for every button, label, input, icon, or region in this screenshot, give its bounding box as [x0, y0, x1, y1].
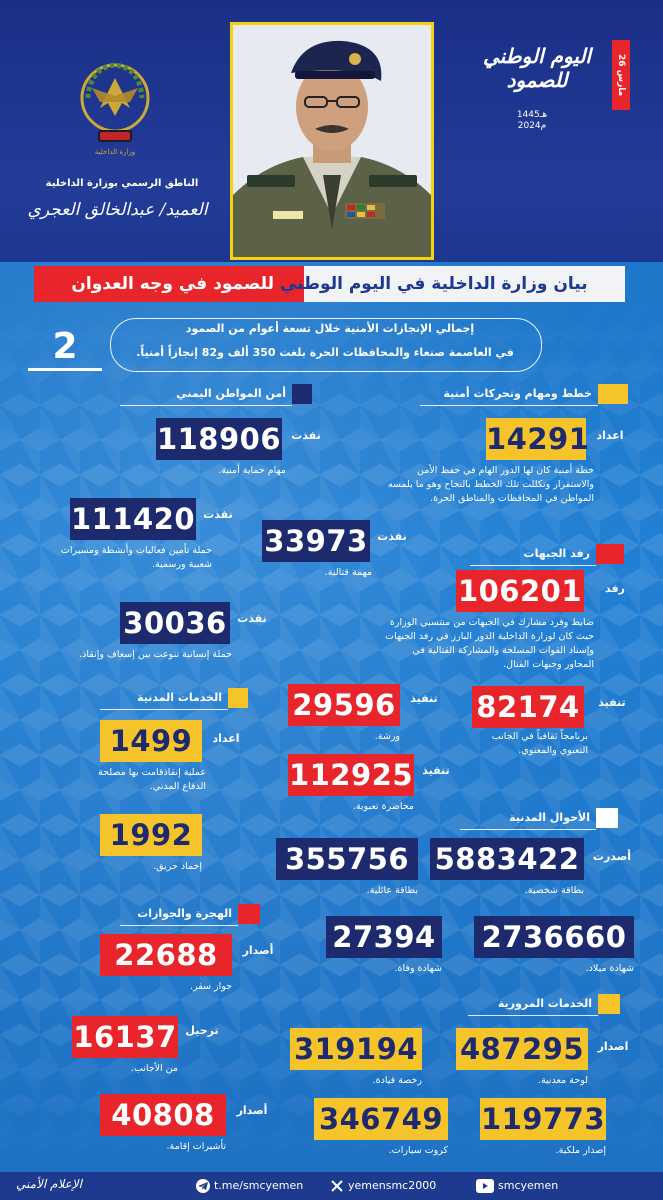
lectures-verb: تنفيذ — [422, 764, 450, 777]
fires-desc: إخماد حريق. — [153, 861, 202, 872]
car-cards-desc: كروت سيارات. — [388, 1145, 448, 1156]
footer — [0, 1172, 663, 1200]
family-cards-value: 355756 — [276, 838, 418, 880]
humanitarian-verb: نفذت — [237, 612, 267, 625]
combat-desc: مهمة قتالية. — [324, 567, 372, 578]
fronts-value: 106201 — [456, 570, 584, 612]
civil-status-tag — [596, 808, 618, 828]
programs-verb: تنفيذ — [598, 696, 626, 709]
event-title-calligraphy: اليوم الوطني للصمود — [483, 44, 591, 92]
id-cards-value: 5883422 — [430, 838, 584, 880]
plans-desc: خطة أمنية كان لها الدور الهام في حفظ الأمن والاستقرار وتكللت تلك الخطط بالنجاح وهو ما يلمسه المواطن في المحافظات والمناطق الحرة. — [387, 465, 594, 504]
ownership-value: 119773 — [480, 1098, 606, 1140]
humanitarian-desc: حملة إنسانية تنوعت بين إسعاف وإنقاذ. — [79, 649, 232, 660]
licenses-desc: رخصة قيادة. — [372, 1075, 422, 1086]
lectures-value: 112925 — [288, 754, 414, 796]
spokesperson-portrait — [233, 25, 431, 257]
ownership-desc: إصدار ملكية. — [555, 1145, 606, 1156]
footer-x-link[interactable]: yemensmc2000 — [330, 1178, 436, 1194]
statement-banner — [34, 266, 625, 302]
section-traffic: الخدمات المرورية — [468, 994, 598, 1014]
rescue-value: 1499 — [100, 720, 202, 762]
protection-desc: مهام حماية أمنية. — [218, 465, 286, 476]
section-migration: الهجرة والجوازات — [120, 904, 238, 924]
deportation-desc: من الأجانب. — [130, 1063, 178, 1074]
id-cards-verb: أصدرت — [592, 850, 632, 863]
summary-line-2: في العاصمة صنعاء والمحافظات الحرة بلغت 350 ألف و82 إنجازاً أمنياً. — [136, 346, 514, 359]
workshops-verb: تنفيذ — [410, 692, 438, 705]
protection-verb: نفذت — [291, 429, 321, 442]
gregorian-year: 2024م — [517, 121, 547, 131]
death-certs-value: 27394 — [326, 916, 442, 958]
events-desc: حملة تأمين فعاليات وأنشطة ومسيرات شعبية ورسمية. — [60, 545, 212, 570]
spokesperson-title: الناطق الرسمي بوزارة الداخلية — [45, 178, 199, 189]
header — [0, 0, 663, 262]
plans-tag — [598, 384, 628, 404]
fronts-desc: ضابط وفرد مشارك في الجبهات من منتسبي الوزارة حيث كان لوزارة الداخلية الدور البارز في رفد الجبهات وإسناد القوات المسلحة والمشاركة القتالية في المحاور وجبهات القتال. — [385, 617, 594, 670]
summary-line-1: إجمالي الإنجازات الأمنية خلال تسعة أعوام من الصمود — [185, 322, 475, 335]
id-cards-desc: بطاقة شخصية. — [524, 885, 584, 896]
passports-verb: أصدار — [242, 944, 274, 957]
licenses-value: 319194 — [290, 1028, 422, 1070]
deportation-value: 16137 — [72, 1016, 178, 1058]
passports-desc: جواز سفر. — [189, 981, 232, 992]
workshops-value: 29596 — [288, 684, 400, 726]
banner-part-2: للصمود في وجه العدوان — [71, 274, 274, 294]
death-certs-desc: شهادة وفاة. — [394, 963, 442, 974]
programs-value: 82174 — [472, 686, 584, 728]
rescue-desc: عملية إنقاذقامت بها مصلحة الدفاع المدني. — [97, 767, 206, 792]
year-block — [472, 110, 592, 132]
fronts-verb: رفد — [605, 582, 625, 595]
ministry-emblem-icon — [80, 48, 150, 168]
footer-telegram-link[interactable]: t.me/smcyemen — [196, 1178, 303, 1194]
plates-desc: لوحة معدنية. — [537, 1075, 588, 1086]
section-citizen-security: أمن المواطن اليمني — [120, 384, 292, 404]
fronts-tag — [596, 544, 624, 564]
humanitarian-value: 30036 — [120, 602, 230, 644]
spokesperson-name: العميد/ عبدالخالق العجري — [27, 200, 208, 220]
protection-value: 118906 — [156, 418, 282, 460]
lectures-desc: محاضرة تعبوية. — [352, 801, 414, 812]
youtube-icon — [476, 1179, 494, 1193]
footer-youtube-link[interactable]: smcyemen — [476, 1178, 558, 1194]
rescue-verb: اعداد — [212, 732, 240, 745]
citizen-tag — [292, 384, 312, 404]
programs-desc: برنامجاً ثقافياً في الجانب التعبوي والمعنوي. — [491, 731, 588, 756]
banner-part-1: بيان وزارة الداخلية في اليوم الوطني — [273, 274, 588, 294]
plates-verb: اصدار — [597, 1040, 629, 1053]
portrait-frame — [230, 22, 434, 260]
page-number: 2 — [28, 326, 102, 371]
residency-value: 40808 — [100, 1094, 226, 1136]
car-cards-value: 346749 — [314, 1098, 448, 1140]
plates-value: 487295 — [456, 1028, 588, 1070]
x-icon — [330, 1179, 344, 1193]
deportation-verb: ترحيل — [185, 1024, 219, 1037]
combat-verb: نفذت — [377, 530, 407, 543]
traffic-tag — [598, 994, 620, 1014]
plans-value: 14291 — [486, 418, 586, 460]
civil-services-tag — [228, 688, 248, 708]
hijri-year: 1445هـ — [516, 110, 548, 120]
workshops-desc: ورشة. — [374, 731, 400, 742]
section-civil-services: الخدمات المدنية — [100, 688, 228, 708]
combat-value: 33973 — [262, 520, 370, 562]
section-civil-status: الأحوال المدنية — [460, 808, 596, 828]
birth-certs-value: 2736660 — [474, 916, 634, 958]
birth-certs-desc: شهادة ميلاد. — [585, 963, 634, 974]
residency-verb: أصدار — [236, 1104, 268, 1117]
telegram-icon — [196, 1179, 210, 1193]
passports-value: 22688 — [100, 934, 232, 976]
event-date-badge: 26 مارس — [612, 40, 630, 110]
migration-tag — [238, 904, 260, 924]
section-plans: خطط ومهام وتحركات أمنية — [420, 384, 598, 404]
fires-value: 1992 — [100, 814, 202, 856]
family-cards-desc: بطاقة عائلية. — [366, 885, 418, 896]
plans-verb: اعداد — [596, 429, 624, 442]
footer-brand: الإعلام الأمني — [16, 1177, 82, 1191]
residency-desc: تأشيرات إقامة. — [166, 1141, 226, 1152]
events-value: 111420 — [70, 498, 196, 540]
section-fronts: رفد الجبهات — [470, 544, 596, 564]
svg-text:وزارة الداخلية: وزارة الداخلية — [94, 148, 136, 156]
events-verb: نفذت — [203, 508, 233, 521]
